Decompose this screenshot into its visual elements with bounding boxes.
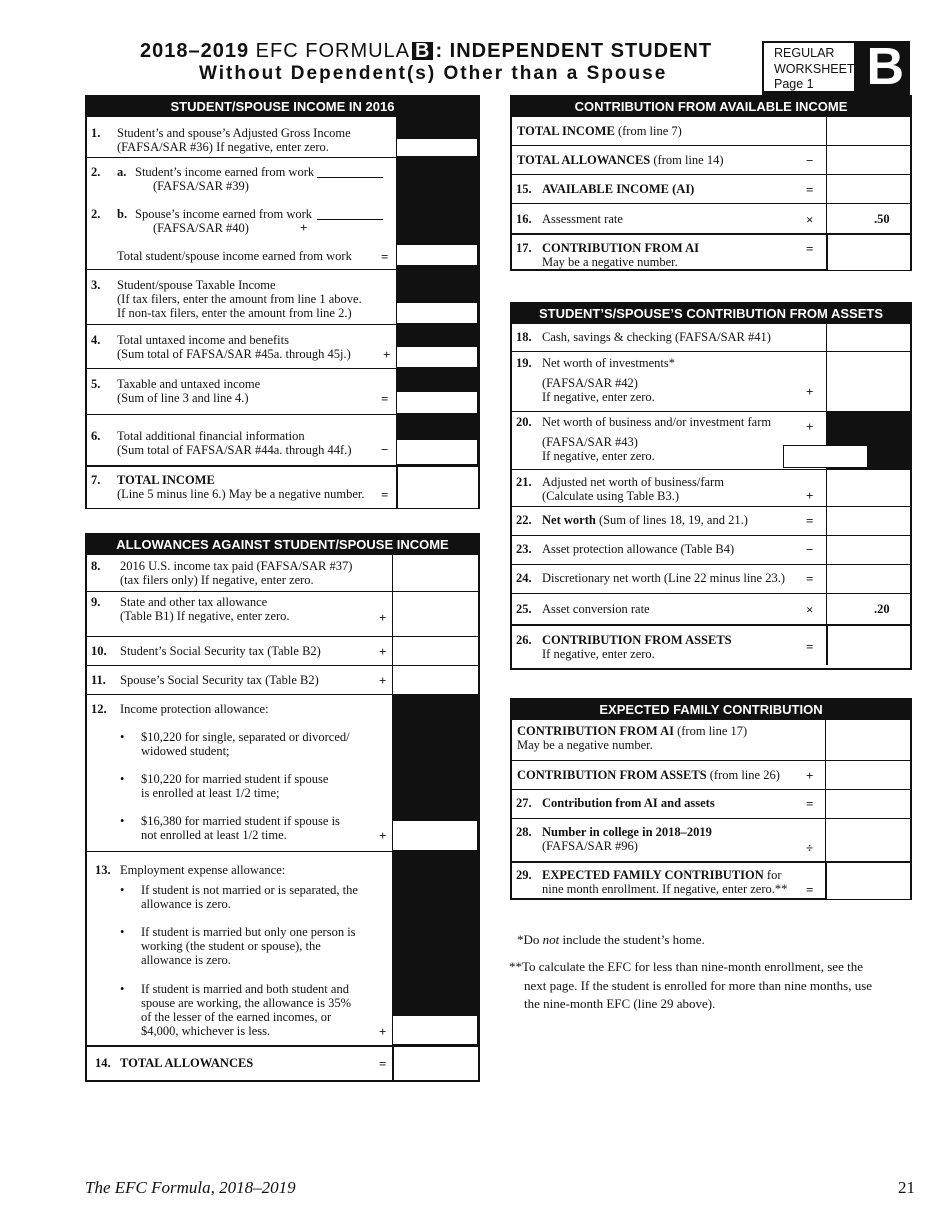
allow-line-13-input[interactable] xyxy=(392,1015,478,1045)
assets-line-21-input[interactable] xyxy=(827,470,910,506)
cai-total-income-input[interactable] xyxy=(827,117,910,145)
assets-row-20: 20. Net worth of business and/or investment farm + (FAFSA/SAR #43) If negative, enter zero. xyxy=(512,411,910,469)
available-income-input[interactable] xyxy=(827,175,910,203)
allow-row-8: 8. 2016 U.S. income tax paid (FAFSA/SAR #37) (tax filers only) If negative, enter zero. xyxy=(87,555,478,591)
cai-section xyxy=(510,95,912,271)
efc-row-cai: CONTRIBUTION FROM AI (from line 17) May be a negative number. xyxy=(512,720,910,760)
income-line-4-input[interactable] xyxy=(396,346,478,368)
total-income-input[interactable] xyxy=(398,467,478,506)
cai-row-15: 15. AVAILABLE INCOME (AI) = xyxy=(512,174,910,203)
discretionary-net-worth-input[interactable] xyxy=(827,565,910,593)
income-line-5-input[interactable] xyxy=(396,391,478,414)
income-line-3-input[interactable] xyxy=(396,302,478,324)
efc-header: EXPECTED FAMILY CONTRIBUTION xyxy=(512,700,910,720)
title-student: : INDEPENDENT STUDENT xyxy=(435,40,713,62)
income-line-1-input[interactable] xyxy=(396,138,478,157)
income-row-2: 2. a. Student’s income earned from work (FAFSA/SAR #39) 2. b. Spouse’s income earned from work (FAFSA/SAR #40) + Total student/spouse income earned from work = xyxy=(87,157,478,269)
efc-row-27: 27. Contribution from AI and assets = xyxy=(512,789,910,818)
page-title xyxy=(140,40,712,63)
title-formula: EFC FORMULA xyxy=(255,40,411,62)
assets-row-23: 23. Asset protection allowance (Table B4) − xyxy=(512,535,910,564)
allow-row-12: 12. Income protection allowance: • $10,220 for single, separated or divorced/ widowed student; • $10,220 for married student if spouse is enrolled at least 1/2 time; • $16,380 for married student if spouse is not enrolled at least 1/2 time. + xyxy=(87,694,478,851)
efc-row-29: 29. EXPECTED FAMILY CONTRIBUTION for nine month enrollment. If negative, enter zero.** = xyxy=(512,861,910,899)
allow-row-9: 9. State and other tax allowance (Table B1) If negative, enter zero. + xyxy=(87,591,478,636)
allow-row-14: 14. TOTAL ALLOWANCES = xyxy=(87,1045,478,1080)
formula-letter-badge: B xyxy=(412,42,433,60)
asset-conversion-rate-value: .20 xyxy=(874,602,890,616)
efc-line-27-input[interactable] xyxy=(826,790,910,818)
allow-line-10-input[interactable] xyxy=(393,637,478,665)
efc-cai-input[interactable] xyxy=(826,720,910,760)
assets-line-18-input[interactable] xyxy=(827,324,910,351)
efc-cfa-input[interactable] xyxy=(826,761,910,789)
cai-row-16: 16. Assessment rate × .50 xyxy=(512,203,910,233)
ws-line3: Page 1 xyxy=(774,77,814,91)
assets-row-22: 22. Net worth (Sum of lines 18, 19, and 21.) = xyxy=(512,506,910,535)
page-number: 21 xyxy=(898,1178,915,1197)
efc-row-cfa: CONTRIBUTION FROM ASSETS (from line 26) + xyxy=(512,760,910,789)
cai-row-ti: TOTAL INCOME (from line 7) xyxy=(512,117,910,145)
income-row-7: 7. TOTAL INCOME (Line 5 minus line 6.) May be a negative number. = xyxy=(87,465,478,508)
allowances-header: ALLOWANCES AGAINST STUDENT/SPOUSE INCOME xyxy=(87,535,478,555)
title-year: 2018–2019 xyxy=(140,40,250,62)
efc-row-28: 28. Number in college in 2018–2019 (FAFSA/SAR #96) ÷ xyxy=(512,818,910,861)
allow-line-11-input[interactable] xyxy=(393,666,478,694)
footnote-1: *Do not include the student’s home. xyxy=(517,932,705,947)
net-worth-input[interactable] xyxy=(827,507,910,535)
income-line-6-input[interactable] xyxy=(396,439,478,465)
line-2b-blank[interactable] xyxy=(317,219,383,220)
allow-line-9-input[interactable] xyxy=(393,592,478,636)
assets-row-25: 25. Asset conversion rate × .20 xyxy=(512,593,910,624)
contribution-from-ai-input[interactable] xyxy=(828,235,910,270)
assets-row-19: 19. Net worth of investments* (FAFSA/SAR #42) If negative, enter zero. + xyxy=(512,351,910,411)
cai-row-17: 17. CONTRIBUTION FROM AI May be a negative number. = xyxy=(512,233,910,270)
income-row-6: 6. Total additional financial information (Sum total of FAFSA/SAR #44a. through 44f.) − xyxy=(87,414,478,465)
income-row-3: 3. Student/spouse Taxable Income (If tax filers, enter the amount from line 1 above. If non-tax filers, enter the amount from line 2.) xyxy=(87,269,478,324)
assets-row-26: 26. CONTRIBUTION FROM ASSETS If negative, enter zero. = xyxy=(512,624,910,665)
assets-row-21: 21. Adjusted net worth of business/farm (Calculate using Table B3.) + xyxy=(512,469,910,506)
assets-row-18: 18. Cash, savings & checking (FAFSA/SAR #41) xyxy=(512,324,910,351)
asset-protection-input[interactable] xyxy=(827,536,910,564)
assets-line-20-input[interactable] xyxy=(783,445,868,468)
worksheet-badge xyxy=(762,38,910,96)
assets-section xyxy=(510,302,912,670)
contribution-from-assets-input[interactable] xyxy=(828,626,910,665)
cai-total-allowances-input[interactable] xyxy=(827,146,910,174)
income-row-5: 5. Taxable and untaxed income (Sum of line 3 and line 4.) = xyxy=(87,368,478,414)
income-line-2-total-input[interactable] xyxy=(396,244,478,266)
footnote-2: **To calculate the EFC for less than nine-month enrollment, see the next page. If the student is enrolled for more than nine months, use the nine-month EFC (line 29 above). xyxy=(509,959,873,1011)
cai-row-ta: TOTAL ALLOWANCES (from line 14) − xyxy=(512,145,910,174)
footer-title: The EFC Formula, 2018–2019 xyxy=(85,1178,296,1197)
cai-header: CONTRIBUTION FROM AVAILABLE INCOME xyxy=(512,97,910,117)
income-header: STUDENT/SPOUSE INCOME IN 2016 xyxy=(87,97,478,117)
total-allowances-input[interactable] xyxy=(394,1047,478,1080)
income-row-1: 1. Student’s and spouse’s Adjusted Gross Income (FAFSA/SAR #36) If negative, enter zero. xyxy=(87,117,478,157)
allow-line-12-input[interactable] xyxy=(392,820,478,851)
allowances-section xyxy=(85,533,480,1082)
allow-row-11: 11. Spouse’s Social Security tax (Table B2) + xyxy=(87,665,478,694)
income-section xyxy=(85,95,480,509)
line-2a-blank[interactable] xyxy=(317,177,383,178)
ws-line1: REGULAR xyxy=(774,46,835,60)
assets-header: STUDENT’S/SPOUSE’S CONTRIBUTION FROM ASSETS xyxy=(512,304,910,324)
assessment-rate-value: .50 xyxy=(874,212,890,226)
allow-row-10: 10. Student’s Social Security tax (Table B2) + xyxy=(87,636,478,665)
allow-line-8-input[interactable] xyxy=(393,555,478,591)
number-in-college-input[interactable] xyxy=(826,819,910,861)
assets-row-24: 24. Discretionary net worth (Line 22 minus line 23.) = xyxy=(512,564,910,593)
ws-line2: WORKSHEET xyxy=(774,61,855,76)
allow-row-13: 13. Employment expense allowance: • If student is not married or is separated, the allowance is zero. • If student is married but only one person is working (the student or spouse), the allowance is zero. • If student is married and both student and spouse are working, the allowance is 35% of the lesser of the earned incomes, or $4,000, whichever is less. + xyxy=(87,851,478,1045)
ws-letter: B xyxy=(866,38,904,96)
assets-line-19-input[interactable] xyxy=(827,352,910,411)
page-subtitle: Without Dependent(s) Other than a Spouse xyxy=(199,63,668,84)
efc-section xyxy=(510,698,912,900)
efc-total-input[interactable] xyxy=(827,863,910,899)
income-row-4: 4. Total untaxed income and benefits (Sum total of FAFSA/SAR #45a. through 45j.) + xyxy=(87,324,478,368)
